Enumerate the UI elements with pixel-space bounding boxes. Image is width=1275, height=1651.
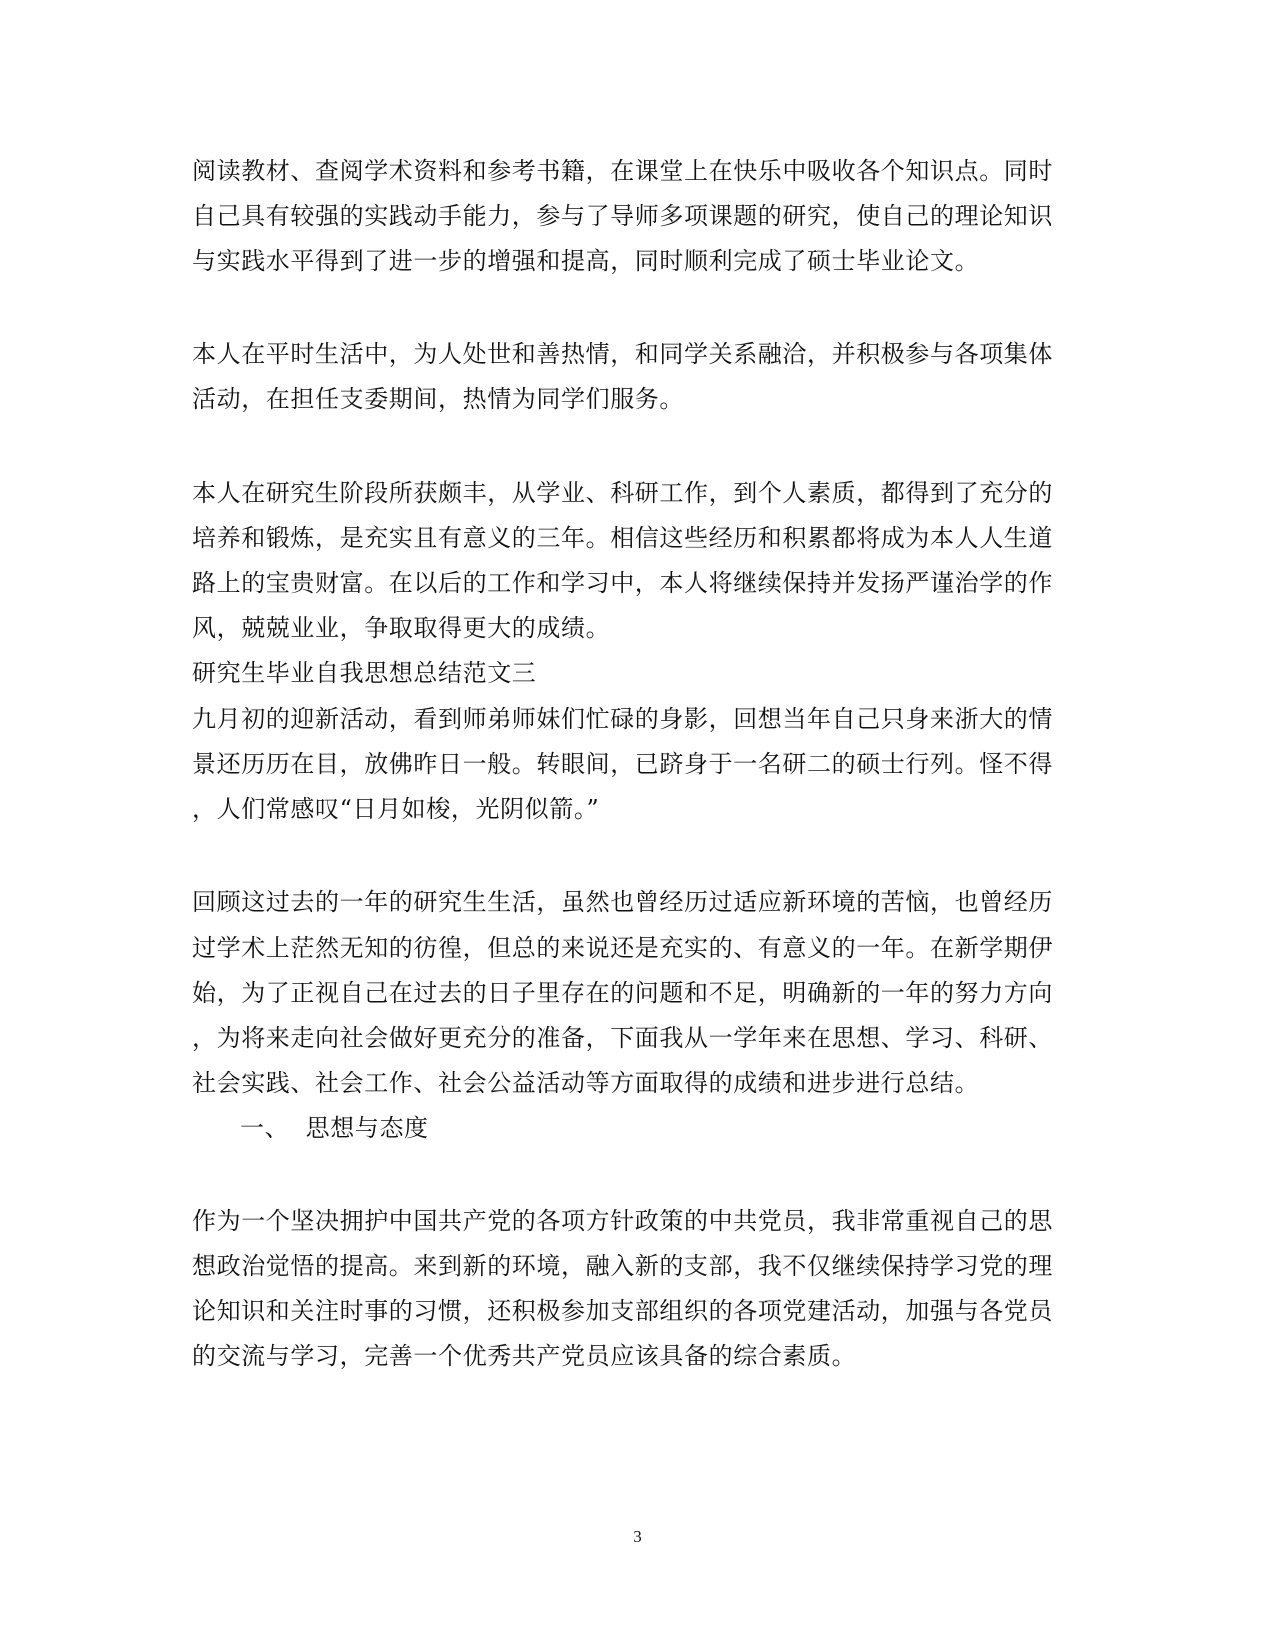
paragraph-line: ，人们常感叹“日月如梭，光阴似箭。” (192, 795, 600, 823)
section-heading: 研究生毕业自我思想总结范文三 (192, 659, 537, 687)
paragraph-line: 风，兢兢业业，争取取得更大的成绩。 (192, 614, 611, 642)
page-number: 3 (633, 1527, 642, 1546)
paragraph-line: 的交流与学习，完善一个优秀共产党员应该具备的综合素质。 (192, 1342, 857, 1370)
paragraph-line: 回顾这过去的一年的研究生生活，虽然也曾经历过适应新环境的苦恼，也曾经历 (192, 888, 1053, 916)
paragraph-line: 阅读教材、查阅学术资料和参考书籍，在课堂上在快乐中吸收各个知识点。同时 (192, 157, 1053, 185)
paragraph-line: 路上的宝贵财富。在以后的工作和学习中，本人将继续保持并发扬严谨治学的作 (192, 569, 1053, 597)
paragraph-line: 与实践水平得到了进一步的增强和提高，同时顺利完成了硕士毕业论文。 (192, 247, 980, 275)
paragraph-line: 自己具有较强的实践动手能力，参与了导师多项课题的研究，使自己的理论知识 (192, 202, 1053, 230)
paragraph-line: 过学术上茫然无知的彷徨，但总的来说还是充实的、有意义的一年。在新学期伊 (192, 934, 1053, 962)
paragraph-line: 活动，在担任支委期间，热情为同学们服务。 (192, 385, 684, 413)
paragraph-line: 本人在研究生阶段所获颇丰，从学业、科研工作，到个人素质，都得到了充分的 (192, 479, 1053, 507)
paragraph-line: 想政治觉悟的提高。来到新的环境，融入新的支部，我不仅继续保持学习党的理 (192, 1252, 1053, 1280)
paragraph-line: 作为一个坚决拥护中国共产党的各项方针政策的中共党员，我非常重视自己的思 (192, 1207, 1053, 1235)
subsection-heading: 一、 思想与态度 (240, 1114, 429, 1142)
paragraph-line: 社会实践、社会工作、社会公益活动等方面取得的成绩和进步进行总结。 (192, 1069, 980, 1097)
paragraph-line: 始，为了正视自己在过去的日子里存在的问题和不足，明确新的一年的努力方向 (192, 979, 1053, 1007)
paragraph-line: 九月初的迎新活动，看到师弟师妹们忙碌的身影，回想当年自己只身来浙大的情 (192, 705, 1053, 733)
paragraph-line: 景还历历在目，放佛昨日一般。转眼间，已跻身于一名研二的硕士行列。怪不得 (192, 750, 1053, 778)
paragraph-line: 论知识和关注时事的习惯，还积极参加支部组织的各项党建活动，加强与各党员 (192, 1297, 1053, 1325)
paragraph-line: ，为将来走向社会做好更充分的准备，下面我从一学年来在思想、学习、科研、 (192, 1024, 1053, 1052)
paragraph-line: 培养和锻炼，是充实且有意义的三年。相信这些经历和积累都将成为本人人生道 (192, 524, 1053, 552)
paragraph-line: 本人在平时生活中，为人处世和善热情，和同学关系融洽，并积极参与各项集体 (192, 340, 1053, 368)
